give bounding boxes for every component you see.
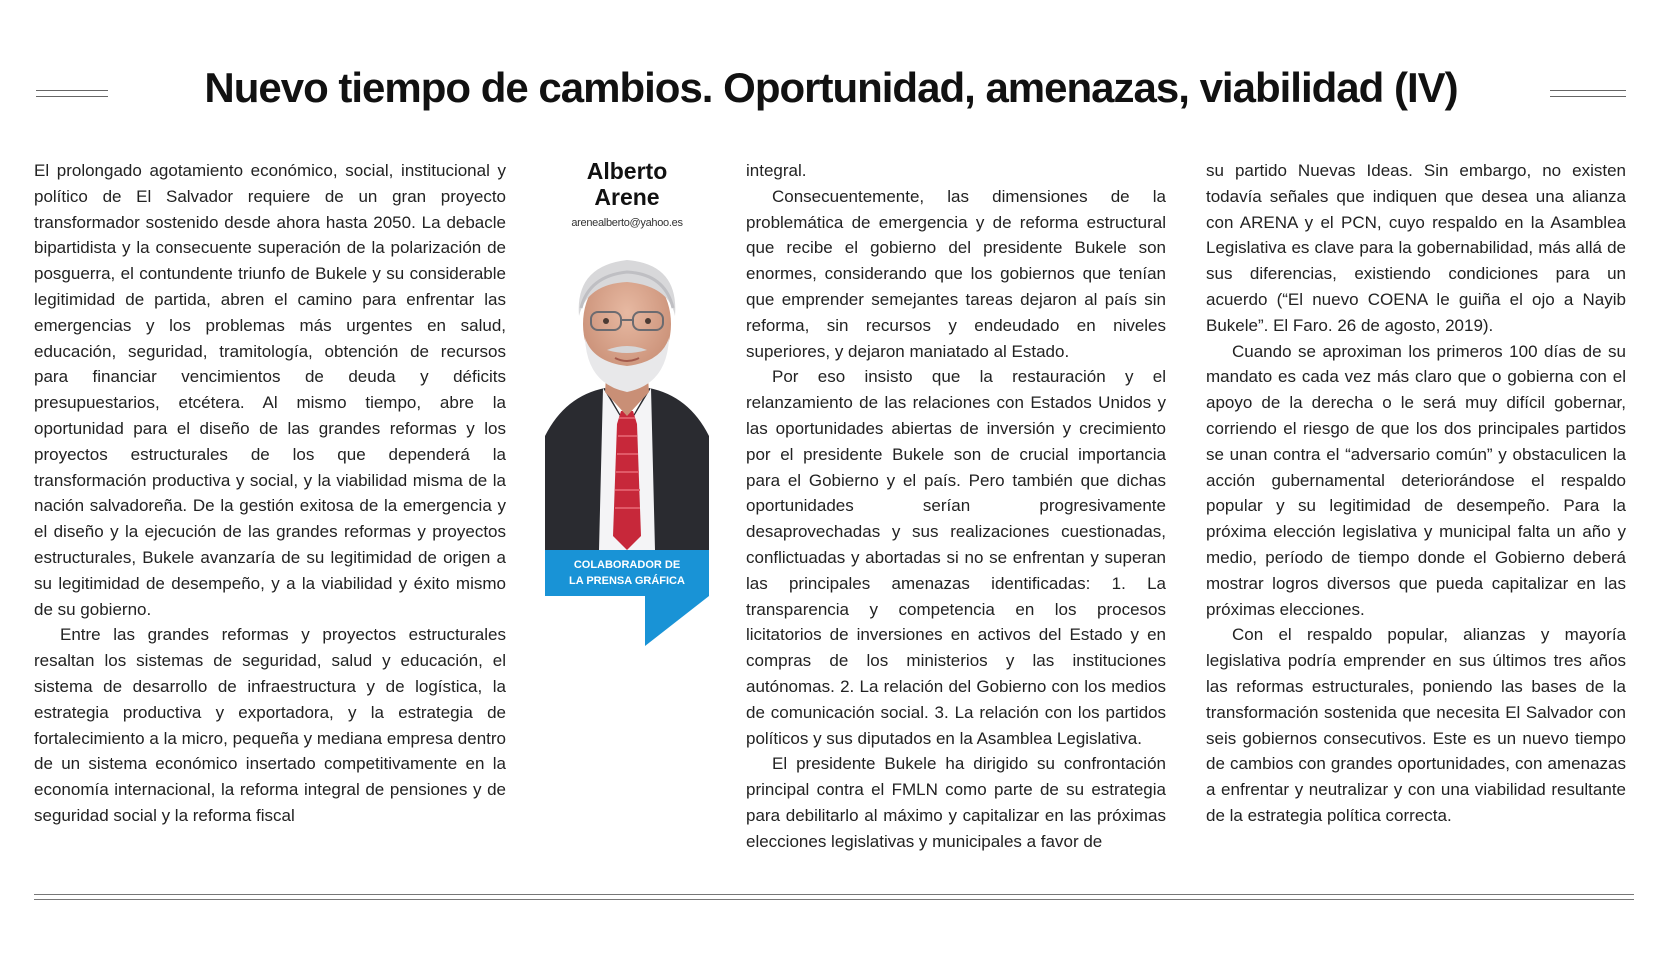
- title-rule-left: [36, 90, 108, 97]
- contributor-badge: [545, 550, 709, 596]
- paragraph: Por eso insisto que la restauración y el relanzamiento de las relaciones con Estados Unidos y las oportunidades abiertas de inversión y crecimiento por el presidente Bukele son de crucial importancia para el Gobierno y el país. Pero también que dichas oportunidades serían progresivamente desaprovechadas y sus realizaciones cuestionadas, conflictuadas y abortadas si no se enfrentan y superan las principales amenazas identificadas: 1. La transparencia y competencia en los procesos licitatorios de inversiones en activos del Estado y en compras de los ministerios y las instituciones autónomas. 2. La relación del Gobierno con los medios de comunicación social. 3. La relación con los partidos políticos y sus diputados en la Asamblea Legislativa.: [746, 367, 1166, 748]
- text-column-2: [746, 158, 1166, 855]
- paragraph: El prolongado agotamiento económico, social, institucional y político de El Salvador requiere de un gran proyecto transformador sostenido desde ahora hasta 2050. La debacle bipartidista y la consecuente superación de la polarización de posguerra, el contundente triunfo de Bukele y su considerable legitimidad de partida, abren el camino para enfrentar las emergencias y los problemas más urgentes en salud, educación, seguridad, tramitología, obtención de recursos para financiar vencimientos de deuda y déficits presupuestarios, etcétera. Al mismo tiempo, abre la oportunidad para el diseño de las grandes reformas y los proyectos estructurales de los que dependerá la transformación productiva y social, y la viabilidad misma de la nación salvadoreña. De la gestión exitosa de la emergencia y el diseño y la ejecución de las grandes reformas y proyectos estructurales, Bukele avanzaría de su legitimidad de origen a su legitimidad de desempeño, y a la viabilidad y éxito mismo de su gobierno.: [34, 161, 506, 619]
- badge-line-2: LA PRENSA GRÁFICA: [569, 575, 685, 587]
- paragraph: integral.: [746, 161, 807, 180]
- headline-row: [36, 62, 1626, 122]
- paragraph: su partido Nuevas Ideas. Sin embargo, no existen todavía señales que indiquen que desea una alianza con ARENA y el PCN, cuyo respaldo en la Asamblea Legislativa es clave para la gobernabilidad, más allá de sus diferencias, existiendo condiciones para un acuerdo (“El nuevo COENA le guiña el ojo a Nayib Bukele”. El Faro. 26 de agosto, 2019).: [1206, 161, 1626, 335]
- author-photo: [545, 246, 709, 550]
- paragraph: El presidente Bukele ha dirigido su confrontación principal contra el FMLN como parte de su estrategia para debilitarlo al máximo y capitalizar en las próximas elecciones legislativas y municipales a favor de: [746, 754, 1166, 851]
- badge-line-1: COLABORADOR DE: [573, 559, 681, 571]
- author-email: arenealberto@yahoo.es: [571, 217, 683, 229]
- paragraph: Entre las grandes reformas y proyectos estructurales resaltan los sistemas de seguridad, salud y educación, el sistema de desarrollo de infraestructura y de logística, la estrategia productiva y exportadora, y la estrategia de fortalecimiento a la micro, pequeña y mediana empresa dentro de un sistema económico insertado competitivamente en la economía internacional, la reforma integral de pensiones y de seguridad social y la reforma fiscal: [34, 625, 506, 825]
- paragraph: Consecuentemente, las dimensiones de la problemática de emergencia y de reforma estructural que recibe el gobierno del presidente Bukele son enormes, considerando que los gobiernos que tenían que emprender semejantes tareas dejaron al país sin reforma, sin recursos y endeudado en niveles superiores, y dejaron maniatado al Estado.: [746, 186, 1166, 361]
- author-last-name: Arene: [594, 184, 660, 210]
- author-name: [545, 158, 709, 210]
- author-first-name: Alberto: [586, 158, 668, 184]
- badge-tail-shape: [645, 596, 709, 646]
- paragraph: Cuando se aproximan los primeros 100 días de su mandato es cada vez más claro que o gobierna con el apoyo de la derecha o le será muy difícil gobernar, corriendo el riesgo de que los dos principales partidos se unan contra el “adversario común” y obstaculicen la acción gubernamental deteriorándose el respaldo popular y su legitimidad de desempeño. Para la próxima elección legislativa y municipal falta un año y medio, período de tiempo donde el Gobierno deberá mostrar logros diversos que pueda capitalizar en las próximas elecciones.: [1206, 341, 1626, 619]
- author-box: [545, 158, 709, 648]
- text-column-1: [34, 158, 506, 829]
- paragraph: Con el respaldo popular, alianzas y mayoría legislativa podría emprender en sus últimos tres años las reformas estructurales, poniendo las bases de la transformación sostenida que necesita El Salvador con seis gobiernos consecutivos. Este es un nuevo tiempo de cambios con grandes oportunidades, con amenazas a enfrentar y neutralizar y con una viabilidad resultante de la estrategia política correcta.: [1206, 625, 1626, 825]
- text-column-3: [1206, 158, 1626, 829]
- title-rule-right: [1550, 90, 1626, 97]
- article-title: Nuevo tiempo de cambios. Oportunidad, amenazas, viabilidad (IV): [204, 64, 1458, 111]
- bottom-rule: [34, 894, 1634, 900]
